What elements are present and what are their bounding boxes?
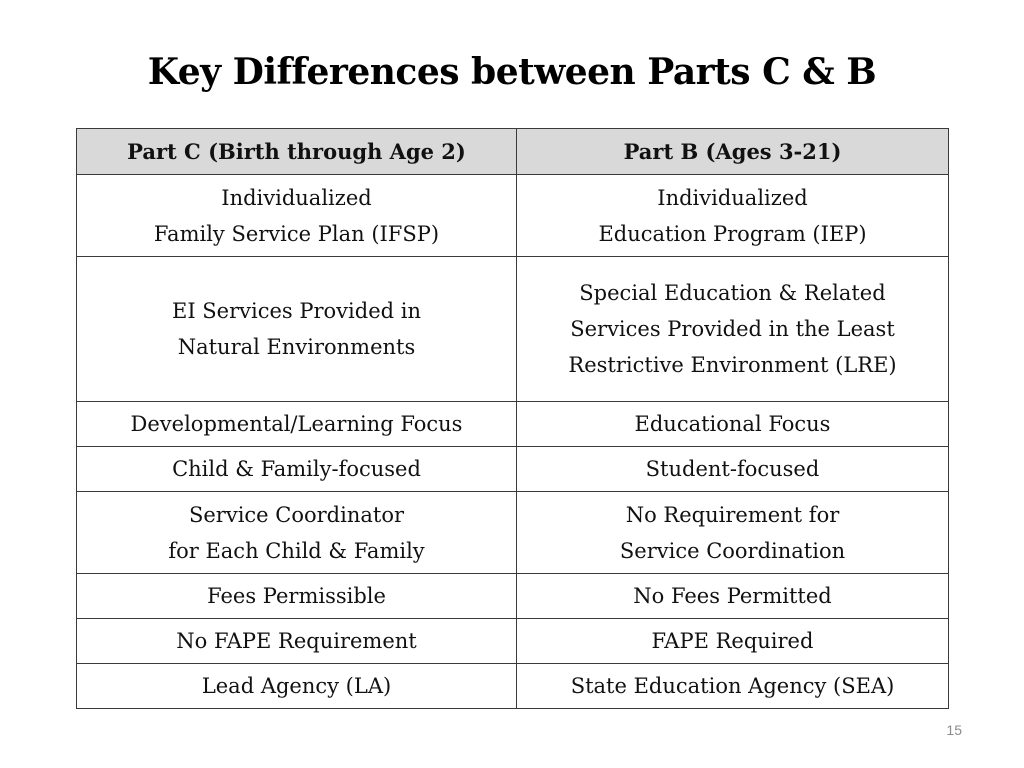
part-b-cell: No Fees Permitted	[517, 574, 949, 619]
header-part-b: Part B (Ages 3-21)	[517, 129, 949, 175]
cell-line: Special Education & Related	[579, 281, 886, 305]
part-c-cell	[77, 492, 517, 574]
part-b-cell	[517, 257, 949, 402]
table-row	[77, 175, 949, 257]
cell-line: Service Coordination	[619, 538, 846, 563]
cell-line: EI Services Provided in	[172, 299, 421, 323]
page-number: 15	[946, 722, 962, 738]
table-row	[77, 574, 949, 619]
part-c-cell	[77, 175, 517, 257]
table-row	[77, 447, 949, 492]
part-b-cell: State Education Agency (SEA)	[517, 664, 949, 709]
table-row	[77, 257, 949, 402]
part-b-cell: Educational Focus	[517, 402, 949, 447]
header-part-c: Part C (Birth through Age 2)	[77, 129, 517, 175]
part-b-cell: FAPE Required	[517, 619, 949, 664]
part-b-cell	[517, 175, 949, 257]
comparison-table	[76, 128, 949, 709]
cell-line: for Each Child & Family	[168, 538, 425, 563]
cell-line: Individualized	[657, 185, 808, 210]
part-c-cell: Lead Agency (LA)	[77, 664, 517, 709]
cell-line: Restrictive Environment (LRE)	[568, 353, 897, 377]
part-c-cell: Developmental/Learning Focus	[77, 402, 517, 447]
part-c-cell: Fees Permissible	[77, 574, 517, 619]
slide-title: Key Differences between Parts C & B	[147, 51, 877, 93]
cell-line: No Requirement for	[625, 502, 840, 527]
cell-line: Education Program (IEP)	[598, 221, 867, 246]
table-row	[77, 664, 949, 709]
table-row	[77, 619, 949, 664]
part-c-cell: Child & Family-focused	[77, 447, 517, 492]
cell-line: Family Service Plan (IFSP)	[153, 221, 440, 246]
cell-line: Natural Environments	[177, 335, 416, 359]
part-c-cell	[77, 257, 517, 402]
table-row	[77, 402, 949, 447]
cell-line: Service Coordinator	[188, 502, 404, 527]
cell-line: Services Provided in the Least	[570, 317, 895, 341]
part-c-cell: No FAPE Requirement	[77, 619, 517, 664]
table-header-row	[77, 129, 949, 175]
table-row	[77, 492, 949, 574]
part-b-cell	[517, 492, 949, 574]
part-b-cell: Student-focused	[517, 447, 949, 492]
cell-line: Individualized	[221, 185, 372, 210]
